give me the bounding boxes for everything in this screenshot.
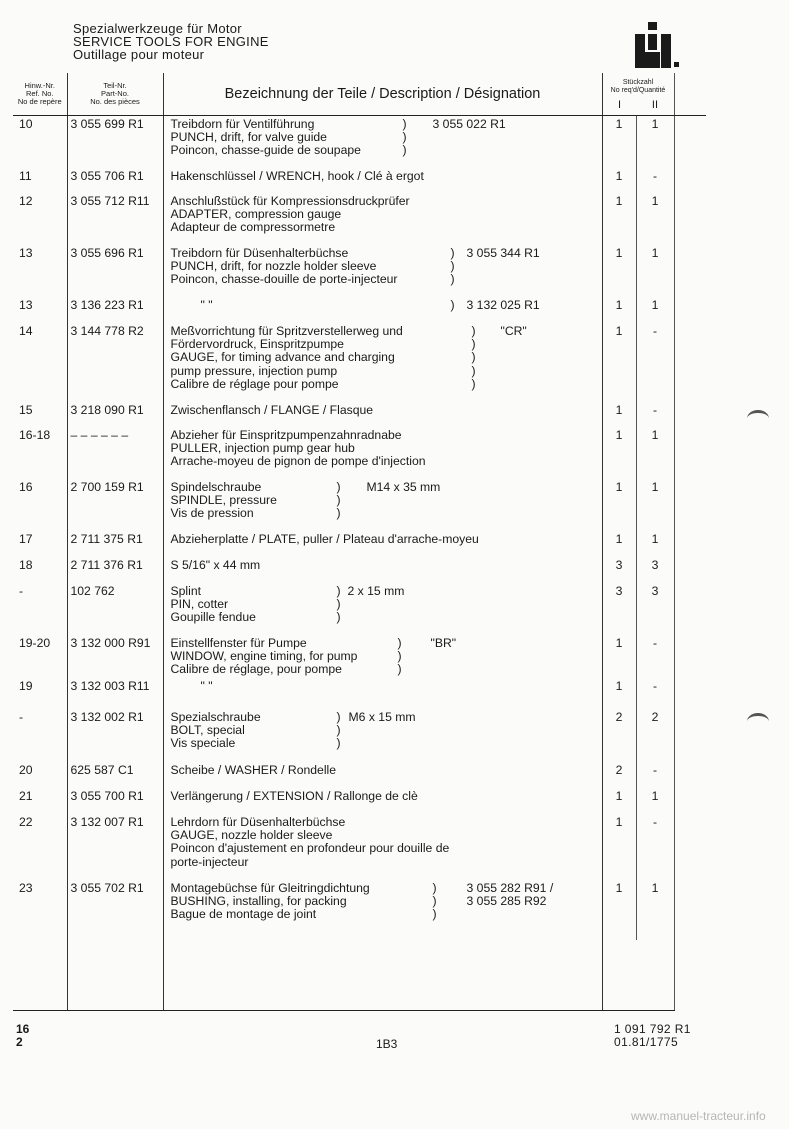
description-text: Vis de pression bbox=[170, 506, 254, 521]
bracket-mark: ) bbox=[402, 129, 407, 144]
footer-page-a: 16 bbox=[16, 1022, 30, 1036]
description-text: Hakenschlüssel / WRENCH, hook / Clé à ergot bbox=[170, 169, 424, 183]
bracket-mark: ) bbox=[471, 337, 476, 352]
part-number-cell: 3 055 696 R1 bbox=[67, 245, 163, 297]
header-part-number: Teil-Nr. Part-No. No. des pièces bbox=[67, 73, 163, 115]
table-row bbox=[13, 583, 706, 635]
description-text: " " bbox=[200, 679, 213, 693]
header-qty-ii: II bbox=[651, 98, 659, 111]
description-line bbox=[171, 680, 602, 693]
description-text: SPINDLE, pressure bbox=[170, 493, 277, 508]
description-text: PULLER, injection pump gear hub bbox=[170, 441, 355, 456]
description-text: pump pressure, injection pump bbox=[170, 363, 338, 378]
description-line bbox=[171, 559, 602, 572]
document-header bbox=[73, 22, 269, 61]
quantity-i-cell: 1 bbox=[602, 245, 636, 297]
description-text: Splint bbox=[170, 584, 201, 598]
binder-hole-icon bbox=[747, 713, 769, 730]
quantity-i-cell: 1 bbox=[602, 788, 636, 814]
description-text: Fördervordruck, Einspritzpumpe bbox=[170, 337, 344, 352]
table-row bbox=[13, 635, 706, 678]
ref-number-cell: 19 bbox=[13, 678, 67, 709]
bracket-mark: ) bbox=[336, 610, 341, 625]
description-text: Verlängerung / EXTENSION / Rallonge de clè bbox=[170, 789, 418, 803]
description-cell bbox=[163, 402, 602, 427]
description-line bbox=[171, 221, 602, 234]
ref-number-cell: 10 bbox=[13, 115, 67, 168]
part-number-cell: 2 711 376 R1 bbox=[67, 557, 163, 583]
quantity-ii-cell: - bbox=[636, 814, 674, 880]
quantity-ii-cell: 1 bbox=[636, 245, 674, 297]
spacer-cell bbox=[674, 531, 706, 557]
quantity-ii-cell: 1 bbox=[636, 880, 674, 940]
description-line bbox=[171, 908, 602, 921]
description-line bbox=[171, 131, 602, 144]
quantity-ii-cell: 1 bbox=[636, 531, 674, 557]
quantity-i-cell: 1 bbox=[602, 479, 636, 531]
table-row bbox=[13, 245, 706, 297]
bracket-mark: ) bbox=[397, 649, 402, 664]
table-row bbox=[13, 880, 706, 940]
description-cell bbox=[163, 245, 602, 297]
quantity-i-cell: 1 bbox=[602, 635, 636, 678]
description-line bbox=[171, 585, 602, 598]
description-text: Zwischenflansch / FLANGE / Flasque bbox=[170, 403, 374, 417]
header-quantity: Stückzahl No req'd/Quantité I II bbox=[602, 73, 674, 115]
quantity-ii-cell: 1 bbox=[636, 427, 674, 479]
description-text: Abzieherplatte / PLATE, puller / Plateau d'arrache-moyeu bbox=[170, 532, 479, 546]
quantity-ii-cell: 2 bbox=[636, 709, 674, 762]
spacer-cell bbox=[674, 427, 706, 479]
quantity-i-cell: 1 bbox=[602, 323, 636, 402]
spacer-cell bbox=[674, 245, 706, 297]
description-cell bbox=[163, 709, 602, 762]
description-line bbox=[171, 842, 602, 855]
description-text: Goupille fendue bbox=[170, 610, 256, 625]
quantity-ii-cell: - bbox=[636, 402, 674, 427]
table-row bbox=[13, 168, 706, 193]
table-row bbox=[13, 557, 706, 583]
bracket-mark: ) bbox=[402, 142, 407, 157]
quantity-ii-cell: 3 bbox=[636, 557, 674, 583]
spacer-cell bbox=[674, 297, 706, 323]
description-text: PUNCH, drift, for nozzle holder sleeve bbox=[170, 259, 377, 274]
ref-number-cell: 16 bbox=[13, 479, 67, 531]
table-row bbox=[13, 297, 706, 323]
description-cell bbox=[163, 479, 602, 531]
table-row bbox=[13, 193, 706, 245]
ref-number-cell: 13 bbox=[13, 297, 67, 323]
ref-number-cell: 14 bbox=[13, 323, 67, 402]
description-text: PUNCH, drift, for valve guide bbox=[170, 129, 327, 144]
quantity-i-cell: 1 bbox=[602, 814, 636, 880]
description-line bbox=[171, 455, 602, 468]
bracket-mark: ) bbox=[336, 736, 341, 751]
part-number-cell: 625 587 C1 bbox=[67, 762, 163, 788]
table-row bbox=[13, 814, 706, 880]
bracket-mark: ) bbox=[336, 597, 341, 612]
ref-number-cell: 19-20 bbox=[13, 635, 67, 678]
description-cell bbox=[163, 788, 602, 814]
description-line bbox=[171, 273, 602, 286]
table-row bbox=[13, 479, 706, 531]
table-row bbox=[13, 678, 706, 709]
spacer-cell bbox=[674, 115, 706, 168]
description-line bbox=[171, 724, 602, 737]
ref-number-cell: 17 bbox=[13, 531, 67, 557]
reference-text: "BR" bbox=[430, 636, 457, 650]
description-line bbox=[171, 507, 602, 520]
quantity-i-cell: 1 bbox=[602, 678, 636, 709]
ref-number-cell: - bbox=[13, 709, 67, 762]
ref-number-cell: 15 bbox=[13, 402, 67, 427]
empty-cell bbox=[636, 940, 674, 1010]
ref-number-cell: - bbox=[13, 583, 67, 635]
description-text: Calibre de réglage, pour pompe bbox=[170, 662, 342, 677]
spacer-cell bbox=[674, 323, 706, 402]
description-text: GAUGE, for timing advance and charging bbox=[170, 350, 395, 365]
quantity-ii-cell: - bbox=[636, 762, 674, 788]
description-cell bbox=[163, 678, 602, 709]
ih-logo-icon bbox=[632, 22, 680, 68]
description-line bbox=[171, 737, 602, 750]
part-number-cell: 2 700 159 R1 bbox=[67, 479, 163, 531]
description-line bbox=[171, 378, 602, 391]
watermark-text: www.manuel-tracteur.info bbox=[631, 1109, 766, 1123]
description-text: Meßvorrichtung für Spritzverstellerweg und bbox=[170, 324, 403, 338]
part-number-cell: 3 132 000 R91 bbox=[67, 635, 163, 678]
bracket-mark: ) bbox=[336, 584, 341, 598]
quantity-i-cell: 2 bbox=[602, 709, 636, 762]
description-text: GAUGE, nozzle holder sleeve bbox=[170, 828, 333, 843]
bracket-mark: ) bbox=[432, 907, 437, 922]
quantity-i-cell: 3 bbox=[602, 557, 636, 583]
spacer-cell bbox=[674, 557, 706, 583]
description-cell bbox=[163, 557, 602, 583]
part-number-cell: 3 132 007 R1 bbox=[67, 814, 163, 880]
footer-page-b: 2 bbox=[16, 1035, 23, 1049]
quantity-ii-cell: 1 bbox=[636, 193, 674, 245]
description-text: Lehrdorn für Düsenhalterbüchse bbox=[170, 815, 346, 829]
quantity-ii-cell: 1 bbox=[636, 788, 674, 814]
description-cell bbox=[163, 168, 602, 193]
reference-text: "CR" bbox=[500, 324, 527, 338]
empty-cell bbox=[67, 940, 163, 1010]
quantity-i-cell: 1 bbox=[602, 402, 636, 427]
table-row bbox=[13, 531, 706, 557]
quantity-ii-cell: - bbox=[636, 635, 674, 678]
empty-cell bbox=[13, 940, 67, 1010]
title-french: Outillage pour moteur bbox=[73, 47, 205, 62]
description-text: Poincon, chasse-douille de porte-injecteur bbox=[170, 272, 398, 287]
header-ref-number: Hinw.-Nr. Ref. No. No de repère bbox=[13, 73, 67, 115]
quantity-i-cell: 3 bbox=[602, 583, 636, 635]
description-cell bbox=[163, 880, 602, 940]
bracket-mark: ) bbox=[397, 662, 402, 677]
footer-doc-date: 01.81/1775 bbox=[614, 1035, 679, 1049]
bracket-mark: ) bbox=[450, 272, 455, 287]
bracket-mark: ) bbox=[336, 506, 341, 521]
reference-text: 3 055 282 R91 / bbox=[466, 881, 554, 895]
reference-text: M14 x 35 mm bbox=[366, 480, 441, 494]
quantity-i-cell: 1 bbox=[602, 115, 636, 168]
table-row bbox=[13, 115, 706, 168]
table-row bbox=[13, 427, 706, 479]
part-number-cell: 3 218 090 R1 bbox=[67, 402, 163, 427]
reference-text: M6 x 15 mm bbox=[348, 710, 416, 724]
ref-number-cell: 18 bbox=[13, 557, 67, 583]
quantity-i-cell: 2 bbox=[602, 762, 636, 788]
quantity-ii-cell: 1 bbox=[636, 479, 674, 531]
spacer-cell bbox=[674, 762, 706, 788]
footer-doc-number: 1 091 792 R1 bbox=[614, 1022, 691, 1036]
spacer-cell bbox=[674, 788, 706, 814]
quantity-ii-cell: - bbox=[636, 678, 674, 709]
description-text: Adapteur de compressormetre bbox=[170, 220, 336, 235]
table-bottom-rule bbox=[13, 940, 706, 1010]
description-text: BUSHING, installing, for packing bbox=[170, 894, 347, 909]
description-line bbox=[171, 299, 602, 312]
description-text: Einstellfenster für Pumpe bbox=[170, 636, 307, 650]
ref-number-cell: 13 bbox=[13, 245, 67, 297]
description-text: Poincon d'ajustement en profondeur pour douille de bbox=[170, 841, 450, 856]
binder-hole-icon bbox=[747, 410, 769, 427]
ref-number-cell: 11 bbox=[13, 168, 67, 193]
part-number-cell: 3 144 778 R2 bbox=[67, 323, 163, 402]
part-number-cell: 102 762 bbox=[67, 583, 163, 635]
footer-document-id bbox=[614, 1023, 691, 1049]
spacer-cell bbox=[674, 583, 706, 635]
header-description: Bezeichnung der Teile / Description / Désignation bbox=[163, 73, 602, 115]
description-text: Treibdorn für Düsenhalterbüchse bbox=[170, 246, 349, 260]
description-text: ADAPTER, compression gauge bbox=[170, 207, 342, 222]
part-number-cell: 3 055 699 R1 bbox=[67, 115, 163, 168]
bracket-mark: ) bbox=[450, 298, 455, 312]
quantity-ii-cell: - bbox=[636, 323, 674, 402]
spacer-cell bbox=[674, 709, 706, 762]
description-line bbox=[171, 170, 602, 183]
description-cell bbox=[163, 297, 602, 323]
footer-page-numbers bbox=[16, 1023, 29, 1049]
ref-number-cell: 23 bbox=[13, 880, 67, 940]
description-text: S 5/16" x 44 mm bbox=[170, 558, 261, 572]
description-text: Vis speciale bbox=[170, 736, 236, 751]
empty-cell bbox=[674, 940, 706, 1010]
description-text: Poincon, chasse-guide de soupape bbox=[170, 142, 361, 157]
part-number-cell: 3 132 003 R11 bbox=[67, 678, 163, 709]
description-cell bbox=[163, 115, 602, 168]
quantity-i-cell: 1 bbox=[602, 193, 636, 245]
empty-cell bbox=[602, 940, 636, 1010]
part-number-cell: 3 055 706 R1 bbox=[67, 168, 163, 193]
ref-number-cell: 12 bbox=[13, 193, 67, 245]
table-row bbox=[13, 709, 706, 762]
bracket-mark: ) bbox=[336, 480, 341, 494]
part-number-cell: 3 055 700 R1 bbox=[67, 788, 163, 814]
bracket-mark: ) bbox=[336, 493, 341, 508]
bracket-mark: ) bbox=[471, 376, 476, 391]
description-text: Treibdorn für Ventilführung bbox=[170, 116, 315, 131]
ref-number-cell: 22 bbox=[13, 814, 67, 880]
empty-cell bbox=[163, 940, 602, 1010]
part-number-cell: 3 055 702 R1 bbox=[67, 880, 163, 940]
description-cell bbox=[163, 814, 602, 880]
quantity-i-cell: 1 bbox=[602, 168, 636, 193]
table-row bbox=[13, 402, 706, 427]
description-cell bbox=[163, 193, 602, 245]
title-german: Spezialwerkzeuge für Motor bbox=[73, 21, 242, 36]
header-qty-i: I bbox=[617, 98, 622, 111]
spacer-cell bbox=[674, 479, 706, 531]
description-cell bbox=[163, 762, 602, 788]
footer-section: 1B3 bbox=[376, 1037, 398, 1051]
quantity-i-cell: 1 bbox=[602, 531, 636, 557]
bracket-mark: ) bbox=[450, 259, 455, 274]
reference-text: 2 x 15 mm bbox=[347, 584, 405, 598]
bracket-mark: ) bbox=[432, 894, 437, 909]
bracket-mark: ) bbox=[450, 246, 455, 260]
reference-text: 3 055 344 R1 bbox=[466, 246, 540, 260]
quantity-ii-cell: 1 bbox=[636, 297, 674, 323]
table-header-row bbox=[13, 73, 706, 115]
quantity-ii-cell: - bbox=[636, 168, 674, 193]
description-line bbox=[171, 351, 602, 364]
quantity-ii-cell: 3 bbox=[636, 583, 674, 635]
description-text: porte-injecteur bbox=[170, 854, 249, 869]
parts-table bbox=[13, 73, 706, 1011]
bracket-mark: ) bbox=[432, 881, 437, 895]
description-text: Spindelschraube bbox=[170, 480, 262, 494]
bracket-mark: ) bbox=[471, 350, 476, 365]
bracket-mark: ) bbox=[471, 363, 476, 378]
description-line bbox=[171, 144, 602, 157]
spacer-cell bbox=[674, 193, 706, 245]
part-number-cell: 3 055 712 R11 bbox=[67, 193, 163, 245]
description-line bbox=[171, 790, 602, 803]
description-cell bbox=[163, 427, 602, 479]
description-text: Abzieher für Einspritzpumpenzahnradnabe bbox=[170, 428, 402, 442]
table-row bbox=[13, 788, 706, 814]
description-line bbox=[171, 404, 602, 417]
description-cell bbox=[163, 583, 602, 635]
ref-number-cell: 16-18 bbox=[13, 427, 67, 479]
description-text: PIN, cotter bbox=[170, 597, 229, 612]
spacer-cell bbox=[674, 814, 706, 880]
description-text: Spezialschraube bbox=[170, 710, 261, 724]
description-text: Anschlußstück für Kompressionsdruckprüfer bbox=[170, 194, 410, 208]
reference-text: 3 055 285 R92 bbox=[466, 894, 547, 909]
spacer-cell bbox=[674, 635, 706, 678]
quantity-ii-cell: 1 bbox=[636, 115, 674, 168]
ref-number-cell: 20 bbox=[13, 762, 67, 788]
description-text: Calibre de réglage pour pompe bbox=[170, 376, 339, 391]
description-text: Montagebüchse für Gleitringdichtung bbox=[170, 881, 370, 895]
title-english: SERVICE TOOLS FOR ENGINE bbox=[73, 34, 269, 49]
description-line bbox=[171, 365, 602, 378]
description-cell bbox=[163, 635, 602, 678]
bracket-mark: ) bbox=[402, 116, 407, 131]
spacer-cell bbox=[674, 402, 706, 427]
description-cell bbox=[163, 531, 602, 557]
part-number-cell: 2 711 375 R1 bbox=[67, 531, 163, 557]
description-line bbox=[171, 611, 602, 624]
description-text: Bague de montage de joint bbox=[170, 907, 317, 922]
part-number-cell: 3 132 002 R1 bbox=[67, 709, 163, 762]
description-line bbox=[171, 663, 602, 676]
quantity-i-cell: 1 bbox=[602, 427, 636, 479]
ref-number-cell: 21 bbox=[13, 788, 67, 814]
bracket-mark: ) bbox=[336, 723, 341, 738]
reference-text: 3 055 022 R1 bbox=[432, 116, 506, 131]
description-text: BOLT, special bbox=[170, 723, 245, 738]
description-text: " " bbox=[200, 298, 213, 312]
bracket-mark: ) bbox=[397, 636, 402, 650]
quantity-i-cell: 1 bbox=[602, 297, 636, 323]
description-line bbox=[171, 118, 602, 131]
part-number-cell: – – – – – – bbox=[67, 427, 163, 479]
bracket-mark: ) bbox=[336, 710, 341, 724]
table-row bbox=[13, 762, 706, 788]
spacer-cell bbox=[674, 678, 706, 709]
quantity-i-cell: 1 bbox=[602, 880, 636, 940]
description-line bbox=[171, 856, 602, 869]
description-text: WINDOW, engine timing, for pump bbox=[170, 649, 358, 664]
bracket-mark: ) bbox=[471, 324, 476, 338]
description-text: Scheibe / WASHER / Rondelle bbox=[170, 763, 337, 777]
table-row bbox=[13, 323, 706, 402]
spacer-cell bbox=[674, 880, 706, 940]
description-line bbox=[171, 764, 602, 777]
reference-text: 3 132 025 R1 bbox=[466, 298, 540, 312]
description-cell bbox=[163, 323, 602, 402]
description-text: Arrache-moyeu de pignon de pompe d'injection bbox=[170, 454, 426, 469]
part-number-cell: 3 136 223 R1 bbox=[67, 297, 163, 323]
spacer-cell bbox=[674, 168, 706, 193]
description-line bbox=[171, 533, 602, 546]
